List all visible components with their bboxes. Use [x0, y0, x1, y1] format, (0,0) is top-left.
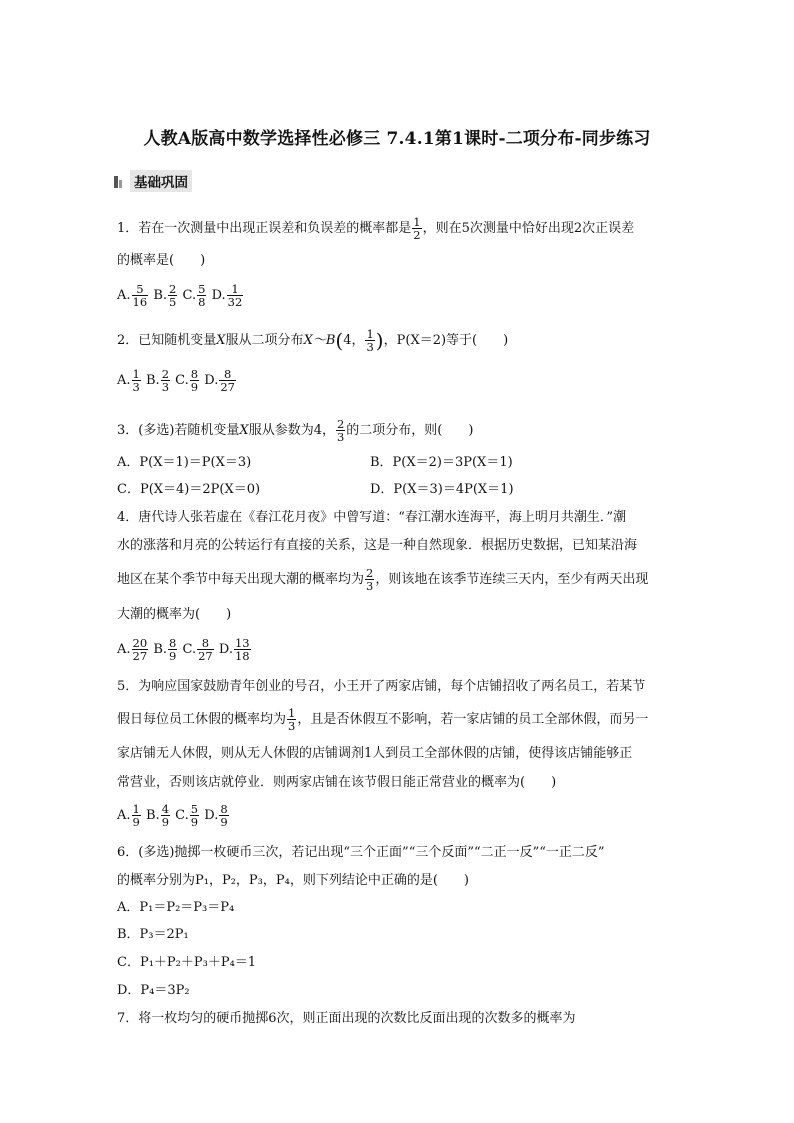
- q1-line2: 的概率是( ): [117, 253, 206, 268]
- q4-options: A. $\frac{20}{27}$ B. $\frac{8}{9}$ C. $\frac{8}{27}$ D. $\frac{13}{18}$: [117, 636, 250, 663]
- q1-text-a: 1．若在一次测量中出现正误差和负误差的概率都是: [117, 221, 412, 236]
- q3-option-b: B．P(X＝2)＝3P(X＝1): [370, 455, 513, 470]
- q2-options: A. $\frac{1}{3}$ B. $\frac{2}{3}$ C. $\frac{8}{9}$ D. $\frac{8}{27}$: [117, 367, 235, 394]
- section-marker-icon: [114, 174, 124, 188]
- q6-line2: 的概率分别为P₁，P₂，P₃，P₄，则下列结论中正确的是( ): [117, 873, 469, 888]
- q7-line1: 7．将一枚均匀的硬币抛掷6次，则正面出现的次数比反面出现的次数多的概率为: [117, 1011, 576, 1026]
- q3-option-c: C．P(X＝4)＝2P(X＝0): [117, 482, 261, 497]
- q6-line1: 6．(多选)抛掷一枚硬币三次，若记出现“三个正面”“三个反面”“二正一反”“一正二反”: [117, 845, 605, 860]
- question-1: [117, 216, 634, 241]
- q3-option-a: A．P(X＝1)＝P(X＝3): [117, 455, 252, 470]
- q1-fraction: $\frac{1}{2}$: [413, 215, 421, 242]
- q5-line3: 家店铺无人休假，则从无人休假的店铺调剂1人到员工全部休假的店铺，使得该店铺能够正: [117, 746, 633, 761]
- question-4-line3: 地区在某个季节中每天出现大潮的概率均为 $\frac{2}{3}$ ，则该地在该季节连续三天内，至少有两天出现: [117, 566, 649, 593]
- q4-line2: 水的涨落和月亮的公转运行有直接的关系，这是一种自然现象．根据历史数据，已知某沿海: [117, 538, 638, 553]
- q1-text-b: ，则在5次测量中恰好出现2次正误差: [422, 221, 635, 236]
- q6-option-b: B．P₃＝2P₁: [117, 927, 189, 942]
- section-label: 基础巩固: [130, 170, 192, 192]
- question-3: 3．(多选)若随机变量X服从参数为4， $\frac{2}{3}$ 的二项分布，则( ): [117, 417, 474, 444]
- q4-line4: 大潮的概率为( ): [117, 607, 232, 622]
- question-5-line2: 假日每位员工休假的概率均为 $\frac{1}{3}$ ，且是否休假互不影响，若一家店铺的员工全部休假，而另一: [117, 706, 649, 733]
- section-header: [114, 171, 192, 191]
- question-2: 2．已知随机变量X服从二项分布X～B(4， $\frac{1}{3}$ )，P(X＝2)等于( ): [117, 327, 509, 354]
- q5-line1: 5．为响应国家鼓励青年创业的号召，小王开了两家店铺，每个店铺招收了两名员工，若某节: [117, 679, 646, 694]
- q6-option-a: A．P₁＝P₂＝P₃＝P₄: [117, 900, 235, 915]
- q4-line1: 4．唐代诗人张若虚在《春江花月夜》中曾写道：“春江潮水连海平，海上明月共潮生．”潮: [117, 510, 627, 525]
- q5-options: A. $\frac{1}{9}$ B. $\frac{4}{9}$ C. $\frac{5}{9}$ D. $\frac{8}{9}$: [117, 802, 228, 829]
- q5-line4: 常营业，否则该店就停业．则两家店铺在该节假日能正常营业的概率为( ): [117, 775, 557, 790]
- q3-option-d: D．P(X＝3)＝4P(X＝1): [370, 482, 514, 497]
- page-title: 人教A版高中数学选择性必修三 7.4.1第1课时-二项分布-同步练习: [143, 129, 651, 149]
- q1-options: A. $\frac{5}{16}$ B. $\frac{2}{5}$ C. $\frac{5}{8}$ D. $\frac{1}{32}$: [117, 282, 243, 309]
- q6-option-d: D．P₄＝3P₂: [117, 983, 190, 998]
- q6-option-c: C．P₁＋P₂＋P₃＋P₄＝1: [117, 955, 257, 970]
